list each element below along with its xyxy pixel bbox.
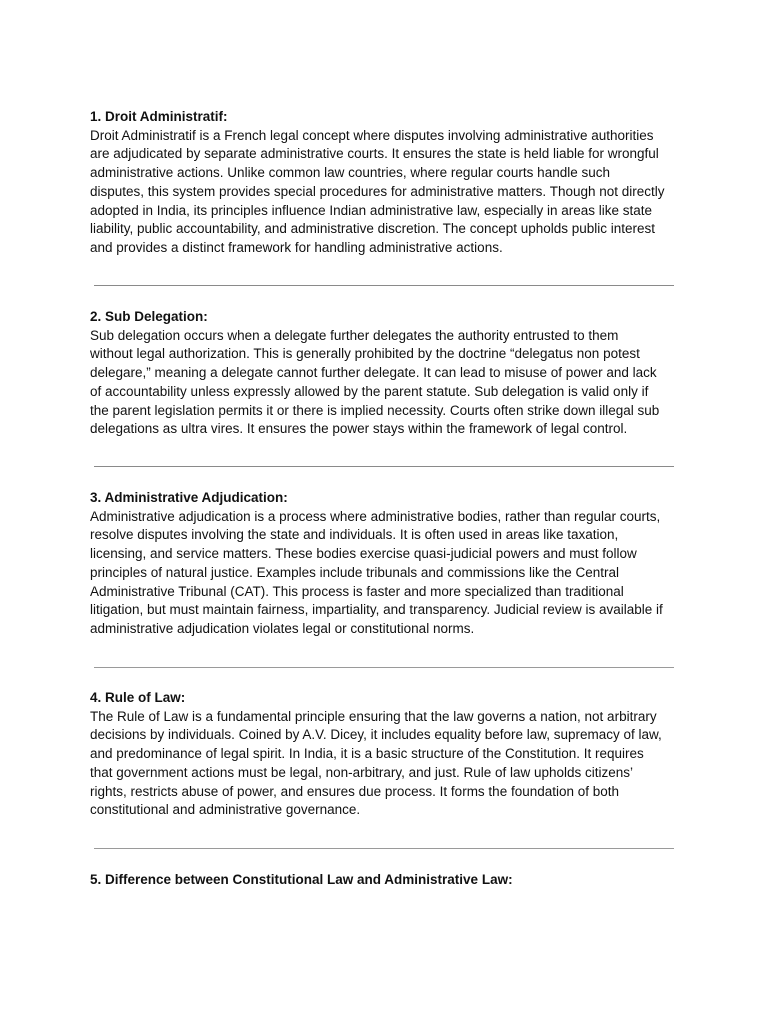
section-constitutional-vs-administrative [90,871,690,890]
section-divider [94,466,674,467]
section-sub-delegation [90,308,690,439]
section-body: Droit Administratif is a French legal concept where disputes involving administrative authorities are adjudicated by separate administrative courts. It ensures the state is held liable for wrongful administrative actions. Unlike common law countries, where regular courts handle such disputes, this system provides special procedures for administrative matters. Though not directly adopted in India, its principles influence Indian administrative law, especially in areas like state liability, public accountability, and administrative discretion. The concept upholds public interest and provides a distinct framework for handling administrative actions. [90,127,665,255]
section-administrative-adjudication [90,489,690,639]
section-divider [94,285,674,286]
section-heading: 5. Difference between Constitutional Law and Administrative Law: [90,872,513,887]
section-body: Sub delegation occurs when a delegate further delegates the authority entrusted to them without legal authorization. This is generally prohibited by the doctrine “delegatus non potest delegare,” meaning a delegate cannot further delegate. It can lead to misuse of power and lack of accountability unless expressly allowed by the parent statute. Sub delegation is valid only if the parent legislation permits it or there is implied necessity. Courts often strike down illegal sub delegations as ultra vires. It ensures the power stays within the framework of legal control. [90,327,660,437]
section-rule-of-law [90,689,690,820]
section-body: Administrative adjudication is a process where administrative bodies, rather than regular courts, resolve disputes involving the state and individuals. It is often used in areas like taxation, licensing, and service matters. These bodies exercise quasi-judicial powers and must follow principles of natural justice. Examples include tribunals and commissions like the Central Administrative Tribunal (CAT). This process is faster and more specialized than traditional litigation, but must maintain fairness, impartiality, and transparency. Judicial review is available if administrative adjudication violates legal or constitutional norms. [90,508,663,636]
section-droit-administratif [90,108,690,258]
section-heading: 3. Administrative Adjudication: [90,490,288,505]
section-heading: 2. Sub Delegation: [90,309,208,324]
section-divider [94,848,674,849]
section-heading: 4. Rule of Law: [90,690,186,705]
section-heading: 1. Droit Administratif: [90,109,228,124]
section-body: The Rule of Law is a fundamental principle ensuring that the law governs a nation, not arbitrary decisions by individuals. Coined by A.V. Dicey, it includes equality before law, supremacy of law, and predominance of legal spirit. In India, it is a basic structure of the Constitution. It requires that government actions must be legal, non-arbitrary, and just. Rule of law upholds citizens’ rights, restricts abuse of power, and ensures due process. It forms the foundation of both constitutional and administrative governance. [90,708,662,818]
section-divider [94,667,674,668]
